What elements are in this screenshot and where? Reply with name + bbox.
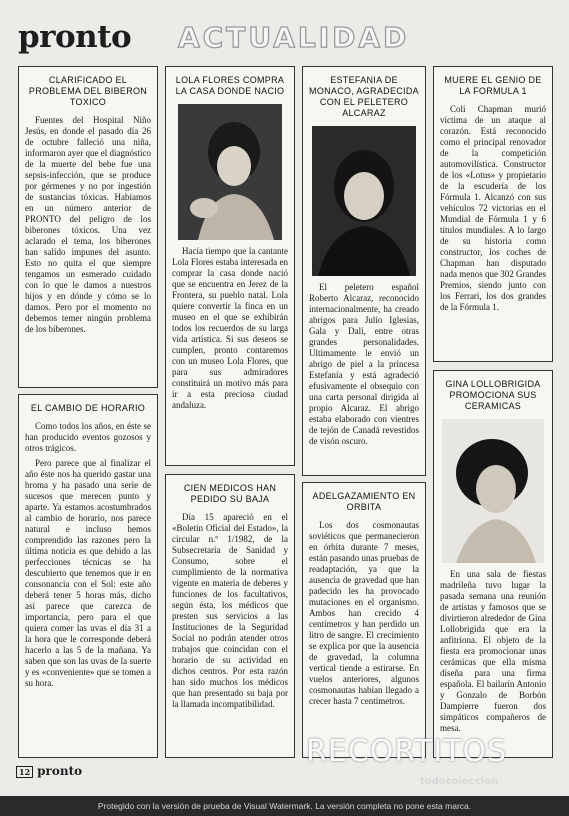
gina-lollobrigida-photo bbox=[442, 419, 544, 563]
article-biberon bbox=[18, 66, 158, 388]
article-body: El peletero español Roberto Alcaraz, reconocido internacionalmente, ha creado abrigos para Julio Iglesias, Gala y Dalí, entre otras grandes personalidades. Ultimamente le envió un abrigo de piel a la princesa Estefanía y está agradeció efusivamente el obsequio con una carta personal dirigida al propio Alcaraz. El abrigo estaba elaborado con vientres de tejón de Canadá revestidos de visón oscuro. bbox=[309, 282, 419, 446]
article-body: Pero parece que al finalizar el año éste nos ha querido gastar una broma y ha pasado una serie de sucesos que merecen punto y aparte. Ya estamos acostumbrados al cambio de horario, nos parece natural e incluso hemos comprendido las razones pero la última noticia es que debido a las perfecciones técnicas se ha descubierto que tenemos que ir en consonancia con el Sol: este año deberá tener 5 horas más, dicho así parece que carezca de importancia, pero para el que quiera comer las uvas el día 31 a la hora que le corresponde deberá hacerlo a las 5 de la mañana. Ya saben que son las uvas de la suerte y es «conveniente» que se tomen a su hora. bbox=[25, 458, 151, 688]
masthead bbox=[18, 20, 558, 54]
article-body: Fuentes del Hospital Niño Jesús, en donde el pasado día 26 de octubre falleció una niña, informaron ayer que el diagnóstico de la muerte del bebe fue una sepsis-infección, que se produce por gérmenes y no por ingestión de sustancias tóxicas. Habíamos en un número anterior de PRONTO del peligro de los biberones tóxicos. Una vez aclarado el tema, los biberones han salido impunes del asunto. Esto no quita el que siempre tengamos un esmerado cuidado con lo que le damos a nuestros hijos y en dónde y cómo se lo damos. Pero por el momento no debemos temer ningún problema de los biberones. bbox=[25, 115, 151, 334]
article-chapman bbox=[433, 66, 553, 362]
article-title: ADELGAZAMIENTO EN ORBITA bbox=[312, 491, 416, 512]
article-title: CLARIFICADO EL PROBLEMA DEL BIBERON TOXICO bbox=[28, 75, 148, 107]
watermark-brand: RECORTITOS bbox=[306, 734, 508, 769]
section-title: ACTUALIDAD bbox=[178, 21, 410, 54]
article-body: Día 15 apareció en el «Boletín Oficial del Estado», la circular n.º 1/1982, de la Subsecretaría de Sanidad y Consumo, sobre el cumplimiento de la normativa vigente en materia de deberes y funciones de los facultativos, según ésta, los médicos que presten sus servicios a las Instituciones de la Seguridad Social no podrán atender otros trabajos que coincidan con el horario de su actividad en dichos centros. Por esta razón han sido muchos los médicos que han presentado su baja por la llamada incompatibilidad. bbox=[172, 512, 288, 709]
article-body: Como todos los años, en éste se han producido eventos gozosos y otros trágicos. bbox=[25, 421, 151, 453]
article-title: GINA LOLLOBRIGIDA PROMOCIONA SUS CERAMICAS bbox=[445, 379, 541, 411]
article-title: CIEN MEDICOS HAN PEDIDO SU BAJA bbox=[183, 483, 277, 504]
page-number: 12 bbox=[16, 766, 33, 778]
article-horario bbox=[18, 394, 158, 758]
lola-flores-photo bbox=[178, 104, 282, 240]
article-title: LOLA FLORES COMPRA LA CASA DONDE NACIO bbox=[175, 75, 285, 96]
watermark-notice: Protegido con la versión de prueba de Visual Watermark. La versión completa no pone esta marca. bbox=[0, 796, 569, 816]
article-body: En una sala de fiestas madrileña tuvo lugar la pasada semana una reunión de artistas y famosos que se divirtieron alrededor de Gina Lollobrigida que era la anfitriona. El objeto de la fiesta era promocionar unas cerámicas que ella misma diseña para una firma española. El bailarín Antonio y Gonzalo de Borbón Dampierre fueron dos simpáticos compañeros de mesa. bbox=[440, 569, 546, 733]
article-title: ESTEFANIA DE MONACO, AGRADECIDA CON EL PELETERO ALCARAZ bbox=[309, 75, 419, 118]
footer-logo bbox=[16, 764, 82, 778]
watermark-site: todocoleccion bbox=[420, 776, 498, 787]
article-medicos bbox=[165, 474, 295, 758]
article-orbita bbox=[302, 482, 426, 758]
article-title: MUERE EL GENIO DE LA FORMULA 1 bbox=[444, 75, 542, 96]
estefania-photo bbox=[312, 126, 416, 276]
footer-brand: pronto bbox=[37, 764, 83, 778]
article-body: Los dos cosmonautas soviéticos que permanecieron en órbita durante 7 meses, están pasando unas pruebas de readaptación, ya que la ausencia de gravedad que han padecido les ha provocado mutaciones en el organismo. Ambos han crecido 4 centímetros y han perdido un litro de sangre. El crecimiento se explica por que la ausencia de gravedad, la columna vertical tiende a estirarse. En vuelos anteriores, algunos cosmonautas habían llegado a crecer hasta 7 centímetros. bbox=[309, 520, 419, 706]
pronto-logo: pronto bbox=[18, 19, 132, 55]
article-body: Coli Chapman murió víctima de un ataque al corazón. Está reconocido como el principal renovador de la competición automovilística. Constructor de los «Lotus» y propietario de la escudería de los Fórmula 1. Alcanzó con sus vehículos 72 victorias en el Mundial de Fórmula 1 y 6 títulos mundiales. A lo largo de su historia como constructor, los coches de Chapman han disputado nada menos que 302 Grandes Premios, siendo junto con los Ferrari, los dos grandes de la Fórmula 1. bbox=[440, 104, 546, 312]
article-body: Hacía tiempo que la cantante Lola Flores estaba interesada en comprar la casa donde nació que se encuentra en Jerez de la Frontera, su pueblo natal. Lola quiere convertir la finca en un museo en el que se exhibirán todos los recuerdos de su larga vida artística. Si sus deseos se cumplen, pronto contaremos con un museo Lola Flores, que para sus admiradores constituirá un motivo más para ir a esta preciosa ciudad andaluza. bbox=[172, 246, 288, 410]
article-title: EL CAMBIO DE HORARIO bbox=[30, 403, 146, 413]
article-gina bbox=[433, 370, 553, 758]
article-estefania bbox=[302, 66, 426, 476]
article-lola bbox=[165, 66, 295, 466]
